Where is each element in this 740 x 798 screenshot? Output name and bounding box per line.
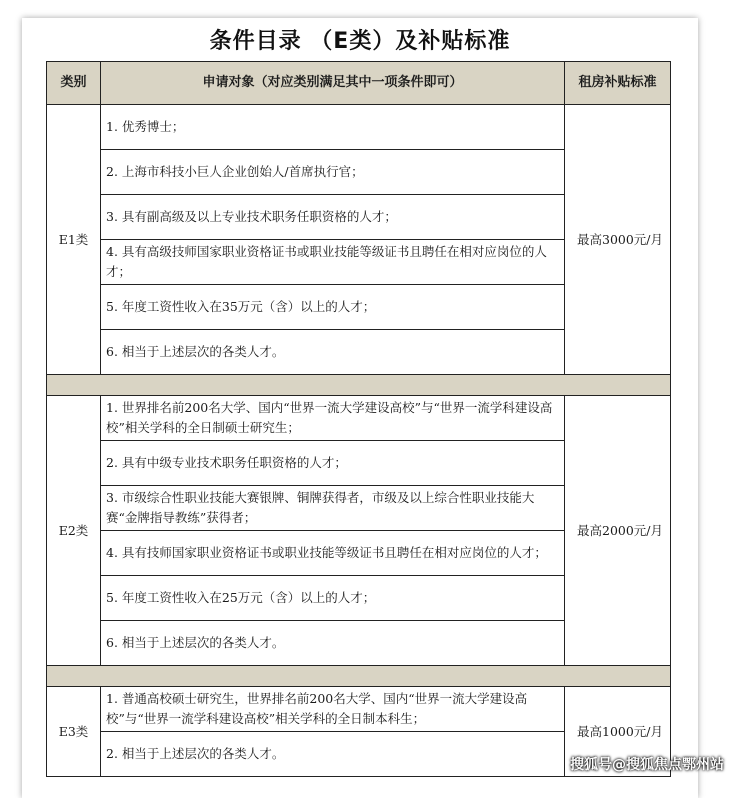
table-header-row [47,62,671,105]
separator-cell [47,666,671,687]
group-separator [47,666,671,687]
condition-item: 4. 具有技师国家职业资格证书或职业技能等级证书且聘任在相对应岗位的人才； [101,531,565,576]
condition-item: 6. 相当于上述层次的各类人才。 [101,330,565,375]
subsidy-e3: 最高1000元/月 [565,687,671,777]
watermark: 搜狐号@搜狐焦点鄂州站 [570,757,724,773]
header-applicants: 申请对象（对应类别满足其中一项条件即可） [101,62,565,105]
table-row [47,396,671,441]
category-e3: E3类 [47,687,101,777]
condition-item: 6. 相当于上述层次的各类人才。 [101,621,565,666]
condition-item: 2. 具有中级专业技术职务任职资格的人才； [101,441,565,486]
condition-item: 5. 年度工资性收入在25万元（含）以上的人才； [101,576,565,621]
subsidy-e1: 最高3000元/月 [565,105,671,375]
condition-item: 1. 优秀博士； [101,105,565,150]
condition-item: 1. 普通高校硕士研究生，世界排名前200名大学、国内“世界一流大学建设高校”与“世界一流学科建设高校”相关学科的全日制本科生； [101,687,565,732]
document-sheet [22,18,698,798]
category-e2: E2类 [47,396,101,666]
condition-item: 2. 上海市科技小巨人企业创始人/首席执行官； [101,150,565,195]
subsidy-e2: 最高2000元/月 [565,396,671,666]
conditions-table [46,61,671,777]
group-separator [47,375,671,396]
condition-item: 3. 具有副高级及以上专业技术职务任职资格的人才； [101,195,565,240]
condition-item: 4. 具有高级技师国家职业资格证书或职业技能等级证书且聘任在相对应岗位的人才； [101,240,565,285]
header-subsidy: 租房补贴标准 [565,62,671,105]
category-e1: E1类 [47,105,101,375]
table-row [47,105,671,150]
header-category: 类别 [47,62,101,105]
condition-item: 5. 年度工资性收入在35万元（含）以上的人才； [101,285,565,330]
document-title: 条件目录 （E类）及补贴标准 [209,29,511,54]
condition-item: 3. 市级综合性职业技能大赛银牌、铜牌获得者，市级及以上综合性职业技能大赛“金牌指导教练”获得者； [101,486,565,531]
condition-item: 2. 相当于上述层次的各类人才。 [101,732,565,777]
condition-item: 1. 世界排名前200名大学、国内“世界一流大学建设高校”与“世界一流学科建设高校”相关学科的全日制硕士研究生； [101,396,565,441]
table-row [47,687,671,732]
separator-cell [47,375,671,396]
